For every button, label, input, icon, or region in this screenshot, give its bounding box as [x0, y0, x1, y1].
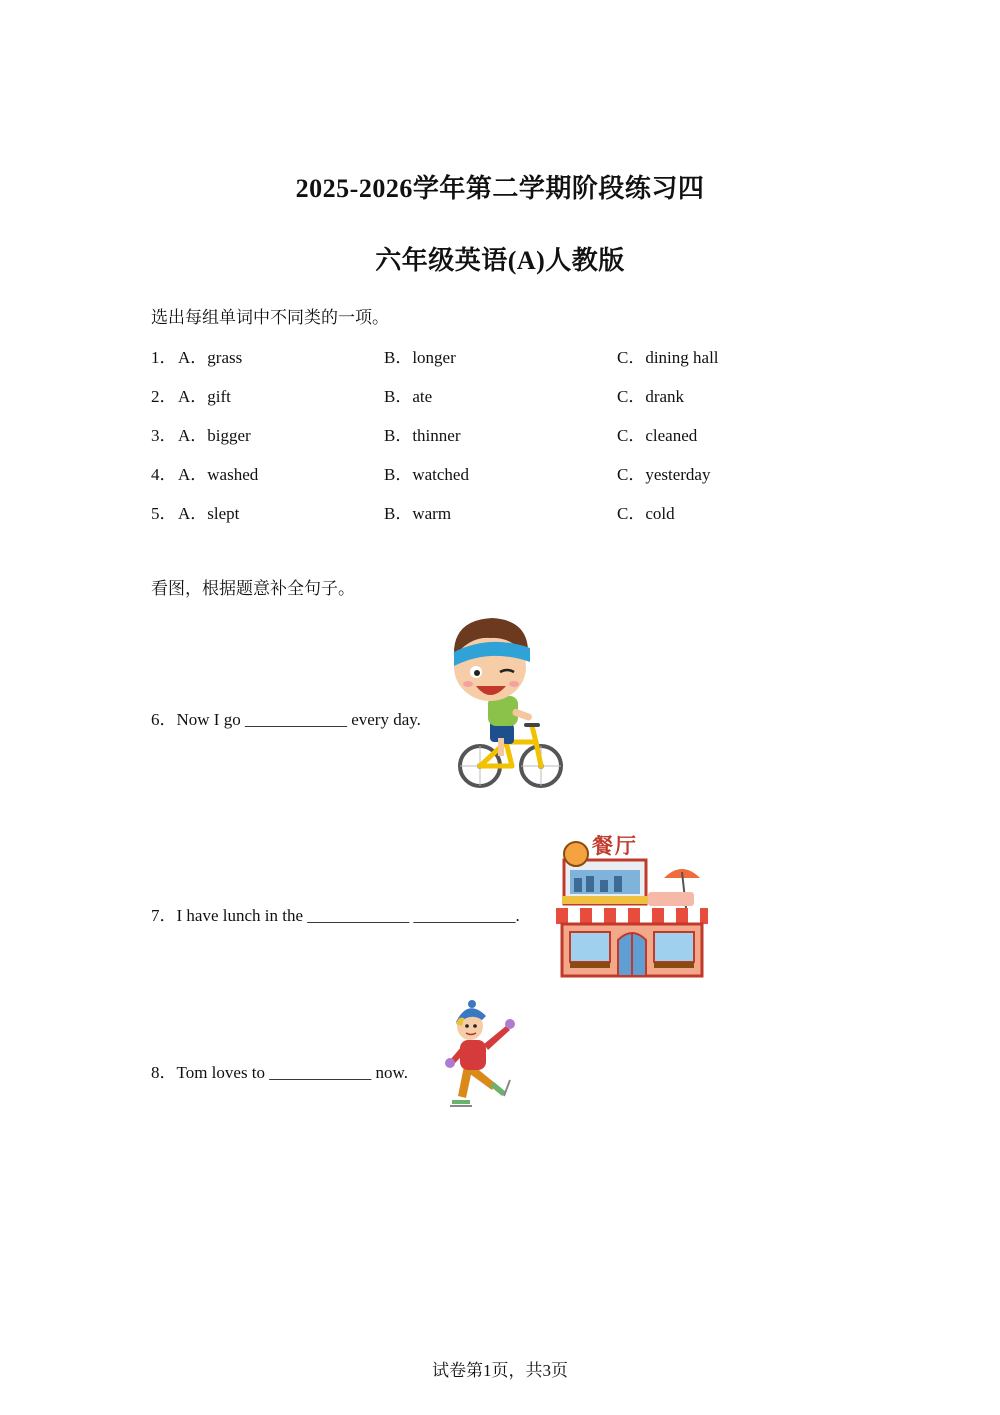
question-number: 4． — [151, 465, 177, 484]
question-row-1 — [151, 343, 851, 367]
question-8: 8．Tom loves to ____________ now. — [151, 1063, 408, 1082]
exam-title: 2025-2026学年第二学期阶段练习四 — [295, 174, 705, 203]
section2-instruction: 看图，根据题意补全句子。 — [151, 579, 355, 599]
boy-cycling-picture — [440, 612, 570, 792]
section1-instruction: 选出每组单词中不同类的一项。 — [151, 308, 389, 328]
option-a: A．grass — [178, 348, 243, 367]
option-a: A．slept — [178, 504, 240, 523]
restaurant-picture — [552, 830, 712, 982]
question-row-4 — [151, 460, 851, 484]
question-row-5 — [151, 499, 851, 523]
option-b: B．longer — [384, 348, 456, 367]
option-c: C．dining hall — [617, 348, 719, 367]
question-number: 3． — [151, 426, 177, 445]
option-b: B．warm — [384, 504, 452, 523]
option-c: C．cold — [617, 504, 675, 523]
option-b: B．thinner — [384, 426, 461, 445]
option-b: B．watched — [384, 465, 469, 484]
exam-subtitle: 六年级英语(A)人教版 — [375, 246, 625, 275]
boy-skating-picture — [434, 1000, 518, 1112]
question-row-2 — [151, 382, 851, 406]
option-c: C．cleaned — [617, 426, 698, 445]
option-a: A．washed — [178, 465, 259, 484]
option-a: A．bigger — [178, 426, 251, 445]
question-number: 1． — [151, 348, 177, 367]
option-c: C．yesterday — [617, 465, 711, 484]
option-a: A．gift — [178, 387, 231, 406]
question-number: 5． — [151, 504, 177, 523]
question-7: 7．I have lunch in the ____________ ____________. — [151, 906, 520, 925]
question-6: 6．Now I go ____________ every day. — [151, 710, 421, 729]
page-footer: 试卷第1页，共3页 — [432, 1361, 568, 1380]
question-row-3 — [151, 421, 851, 445]
option-b: B．ate — [384, 387, 433, 406]
question-number: 2． — [151, 387, 177, 406]
restaurant-sign: 餐厅 — [592, 834, 638, 858]
option-c: C．drank — [617, 387, 685, 406]
